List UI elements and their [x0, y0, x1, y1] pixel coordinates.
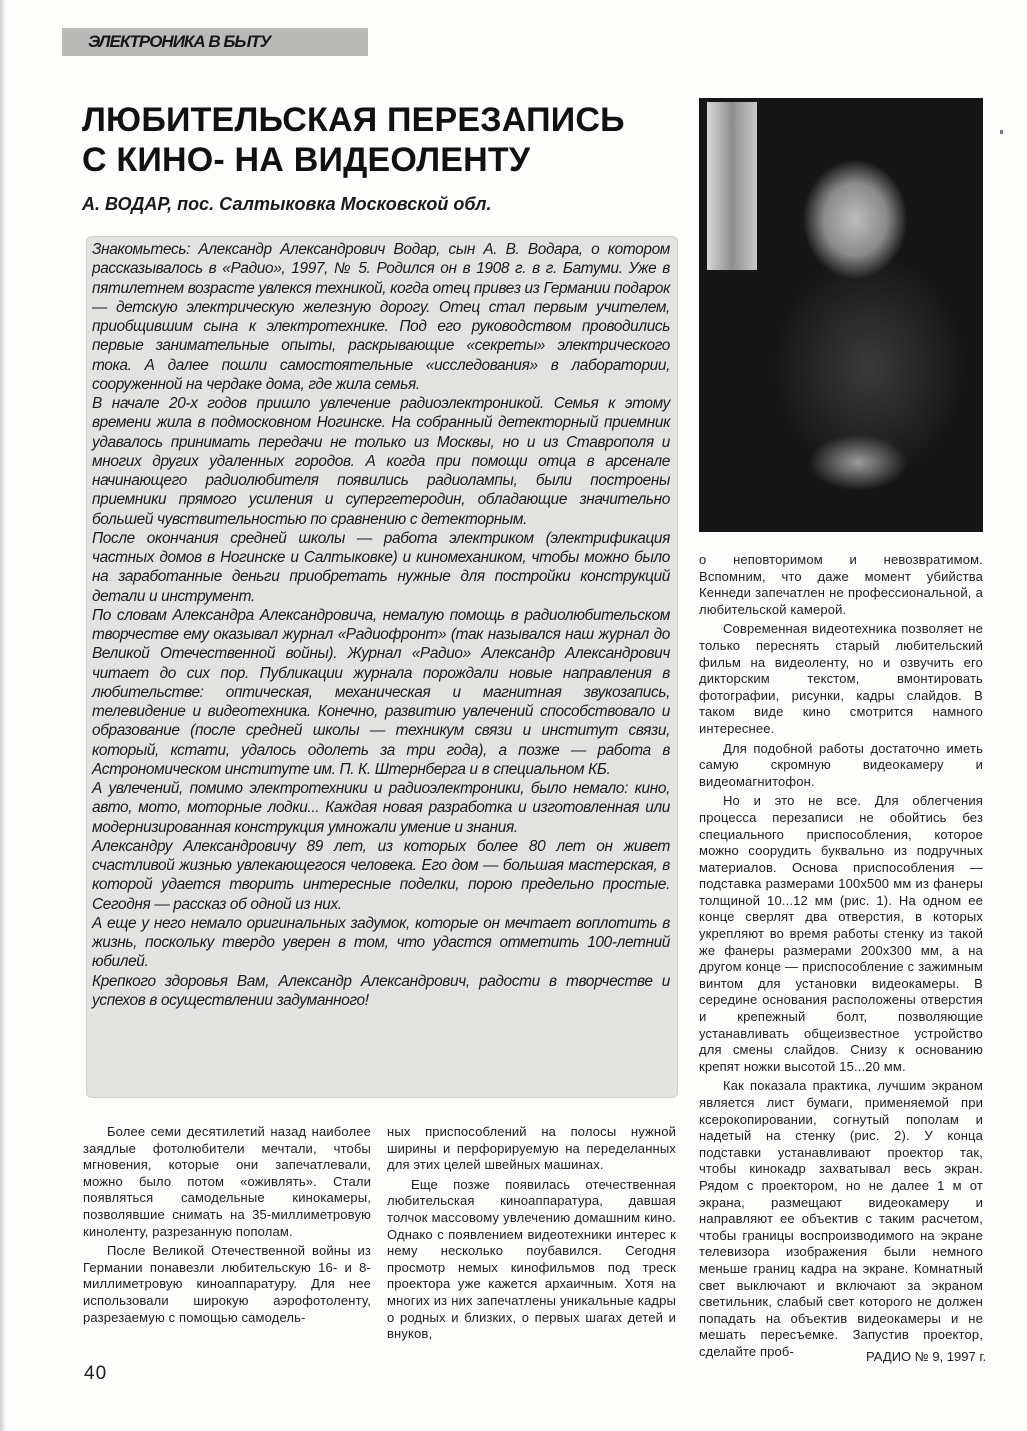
section-label: ЭЛЕКТРОНИКА В БЫТУ	[88, 32, 271, 51]
body-paragraph: о неповторимом и невозвратимом. Вспомним, что даже момент убийства Кеннеди запечатлен не профессиональной, а любительской камерой.	[699, 552, 983, 617]
body-column-1	[83, 1124, 371, 1329]
intro-paragraph: Знакомьтесь: Александр Александрович Водар, сын А. В. Водара, о котором рассказывалось в «Радио», 1997, № 5. Родился он в 1908 г. в г. Батуми. Уже в пятилетнем возрасте увлекся техникой, когда отец привез из Германии подарок — детскую электрическую железную дорогу. Отец стал первым учителем, приобщившим сына к электротехнике. Под его руководством проводились первые занимательные опыты, раскрывающие «секреты» электрического тока. А далее пошли самостоятельные «исследования» в лаборатории, сооруженной на чердаке дома, где жила семья.	[92, 241, 670, 393]
photo-background-window-frame	[707, 102, 757, 270]
title-line-1: ЛЮБИТЕЛЬСКАЯ ПЕРЕЗАПИСЬ	[82, 101, 625, 139]
intro-sidebar-box	[86, 236, 678, 1098]
body-paragraph: Но и это не все. Для облегчения процесса перезаписи не обойтись без специального приспособления, которое можно соорудить буквально из подручных материалов. Основа приспособления — подставка размерами 100x500 мм из фанеры толщиной 10...12 мм (рис. 1). На одном ее конце сверлят два отверстия, в которых укрепляют во время работы стенку из такой же фанеры размерами 200x300 мм, а на другом конце — приспособление с зажимным винтом для установки видеокамеры. В середине основания расположены отверстия и крепежный болт, позволяющие устанавливать общеизвестное устройство для смены слайдов. Снизу к основанию крепят ножки высотой 15...20 мм.	[699, 793, 983, 1074]
body-paragraph: Для подобной работы достаточно иметь самую скромную видеокамеру и видеомагнитофон.	[699, 740, 983, 789]
issue-footer: РАДИО № 9, 1997 г.	[866, 1349, 987, 1364]
body-column-2	[387, 1124, 676, 1346]
intro-paragraph: Крепкого здоровья Вам, Александр Александрович, радости в творчестве и успехов в осуществлении задуманного!	[92, 972, 670, 1009]
body-paragraph: Как показала практика, лучшим экраном является лист бумаги, применяемой при ксерокопировании, согнутый пополам и надетый на стенку (рис. 2). У конца подставки устанавливают проектор так, чтобы кинокадр захватывал весь экран. Рядом с проектором, но не далее 1 м от экрана, размещают видеокамеру и направляют ее объектив с таким расчетом, чтобы границы воспроизводимого на экране телевизора изображения были немного меньше границ кадра на экране. Комнатный свет выключают и включают за экраном светильник, слабый свет которого не должен попадать на объектив видеокамеры и не мешать пересъемке. Запустив проектор, сделайте проб-	[699, 1078, 983, 1359]
body-paragraph: После Великой Отечественной войны из Германии понавезли любительскую 16- и 8-миллиметровую киноаппаратуру. Для нее использовали широкую аэрофотоленту, разрезаемую с помощью самодель-	[83, 1243, 371, 1325]
body-paragraph: Еще позже появилась отечественная любительская киноаппаратура, давшая толчок массовому увлечению домашним кино. Однако с появлением видеотехники интерес к нему несколько поубавился. Сегодня просмотр немых кинофильмов под треск проектора уже кажется архаичным. Хотя на многих из них запечатлены уникальные кадры о родных и близких, о первых шагах детей и внуков,	[387, 1176, 676, 1342]
page-number: 40	[84, 1363, 108, 1384]
author-portrait-photo	[699, 98, 983, 532]
scan-edge	[0, 0, 6, 1431]
title-line-2: С КИНО- НА ВИДЕОЛЕНТУ	[82, 141, 531, 179]
intro-paragraph: После окончания средней школы — работа электриком (электрификация частных домов в Ногинске и Салтыковке) и киномехаником, чтобы можно было на заработанные деньги приобретать нужные для постройки конструкций детали и инструмент.	[92, 529, 670, 605]
article-title	[82, 100, 682, 180]
author-byline: А. ВОДАР, пос. Салтыковка Московской обл.	[82, 194, 492, 214]
intro-paragraph: А увлечений, помимо электротехники и радиоэлектроники, было немало: кино, авто, мото, моторные лодки... Каждая новая разработка и изготовленная или модернизированная конструкция умножали умение и знания.	[92, 780, 670, 836]
body-paragraph: ных приспособлений на полосы нужной ширины и перфорируемую на переделанных для этих целей швейных машинах.	[387, 1124, 676, 1173]
intro-paragraph: А еще у него немало оригинальных задумок, которые он мечтает воплотить в жизнь, поскольку твердо уверен в том, что удастся отметить 100-летний юбилей.	[92, 914, 670, 971]
body-column-3	[699, 552, 983, 1364]
scan-speck	[1000, 130, 1003, 134]
body-paragraph: Более семи десятилетий назад наиболее заядлые фотолюбители мечтали, чтобы мгновения, которые они запечатлевали, можно было потом «оживлять». Стали появляться самодельные кинокамеры, позволявшие снимать на 35-миллиметровую киноленту, разрезанную пополам.	[83, 1124, 371, 1239]
section-header-band	[62, 28, 368, 56]
intro-paragraph: По словам Александра Александровича, немалую помощь в радиолюбительском творчестве ему оказывал журнал «Радиофронт» (так назывался наш журнал до Великой Отечественной войны). Журнал «Радио» Александр Александрович читает до сих пор. Публикации журнала порождали новые направления в любительстве: оптическая, механическая и магнитная звукозапись, телевидение и видеотехника. Конечно, развитию увлечений способствовало и образование (после средней школы — техникум связи и институт связи, который, кстати, удалось одолеть за три года), а позже — работа в Астрономическом институте им. П. К. Штернберга и в специальном КБ.	[92, 606, 670, 778]
intro-paragraph: В начале 20-х годов пришло увлечение радиоэлектроникой. Семья к этому времени жила в подмосковном Ногинске. На собранный детекторный приемник удавалось принимать передачи не только из Москвы, но и из Ставрополя и многих других удаленных городов. А когда при помощи отца в арсенале начинающего радиолюбителя появились радиолампы, были построены приемники прямого усиления и супергетеродин, обладающие значительно большей чувствительностью по сравнению с детекторным.	[92, 395, 670, 528]
intro-paragraph: Александру Александровичу 89 лет, из которых более 80 лет он живет счастливой жизнью увлекающегося человека. Его дом — большая мастерская, в которой удается творить интересные поделки, порою предельно простые. Сегодня — рассказ об одной из них.	[92, 837, 670, 913]
body-paragraph: Современная видеотехника позволяет не только переснять старый любительский фильм на видеоленту, но и озвучить его дикторским текстом, вмонтировать фотографии, рисунки, кадры слайдов. В таком виде кино смотрится намного интереснее.	[699, 621, 983, 736]
